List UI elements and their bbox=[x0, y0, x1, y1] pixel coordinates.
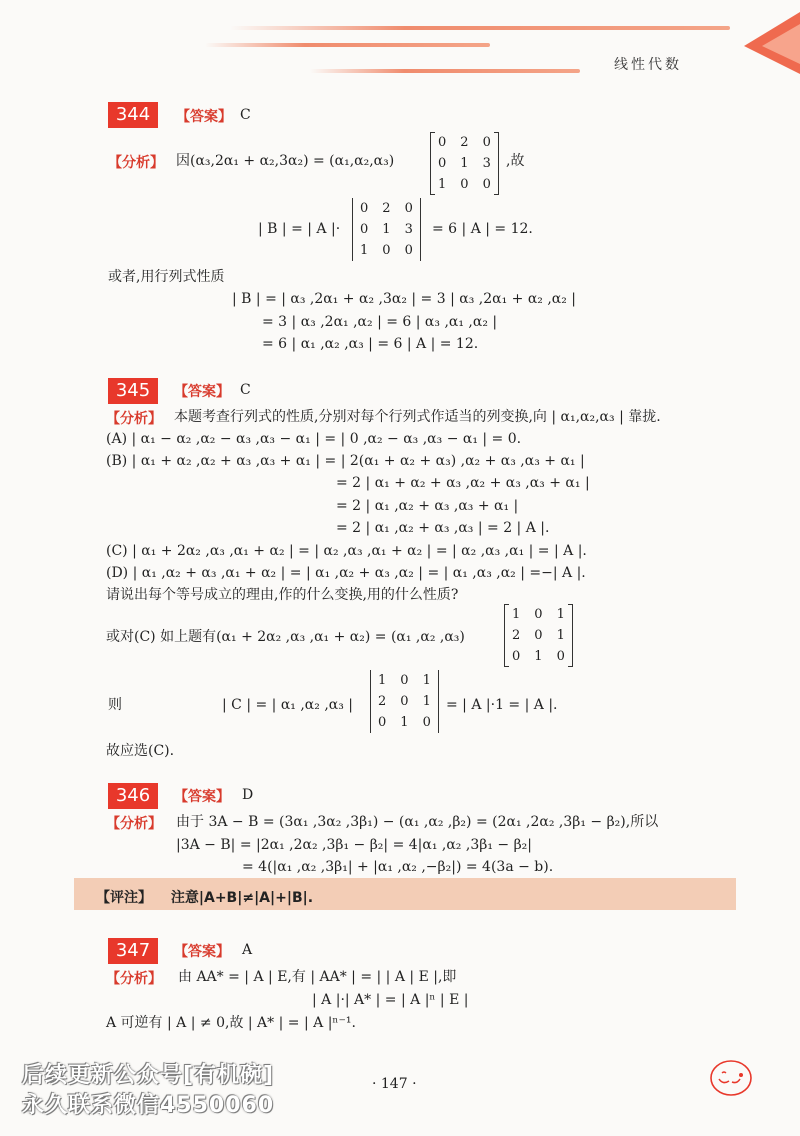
analysis-line: 因(α₃,2α₁ + α₂,3α₂) = (α₁,α₂,α₃) bbox=[176, 153, 395, 169]
conclusion: 故应选(C). bbox=[106, 743, 175, 759]
matrix-cell: 0 bbox=[556, 649, 565, 664]
watermark-line-1: 后续更新公众号[有机碗] bbox=[22, 1063, 275, 1088]
matrix-cell: 1 bbox=[556, 607, 565, 622]
then-left: | C | = | α₁ ,α₂ ,α₃ | bbox=[222, 697, 354, 713]
answer-tag: 【答案】 bbox=[174, 384, 230, 400]
matrix-cell: 1 bbox=[422, 694, 431, 709]
book-title: 线性代数 bbox=[614, 57, 682, 73]
matrix-cell: 0 bbox=[404, 243, 413, 258]
analysis-tag: 【分析】 bbox=[106, 816, 162, 832]
page-number: · 147 · bbox=[372, 1076, 417, 1092]
analysis-line-2: |3A − B| = |2α₁ ,2α₂ ,3β₁ − β₂| = 4|α₁ ,α₂ ,3β₁ − β₂| bbox=[176, 837, 532, 853]
determinant bbox=[352, 198, 421, 261]
matrix-cell: 1 bbox=[534, 649, 543, 664]
option-a-line: (A) | α₁ − α₂ ,α₂ − α₃ ,α₃ − α₁ | = | 0 ,α₂ − α₃ ,α₃ − α₁ | = 0. bbox=[106, 431, 522, 447]
question-number-346: 346 bbox=[108, 783, 158, 809]
analysis-line-1: 由 AA* = | A | E,有 | AA* | = | | A | E |,即 bbox=[178, 969, 457, 985]
answer-value: A bbox=[242, 942, 253, 958]
answer-value: C bbox=[240, 382, 251, 398]
option-d-line: (D) | α₁ ,α₂ + α₃ ,α₁ + α₂ | = | α₁ ,α₂ + α₃ ,α₂ | = | α₁ ,α₃ ,α₂ | =−| A |. bbox=[106, 565, 586, 581]
smiley-logo-icon bbox=[708, 1058, 754, 1098]
header-decor-line-2 bbox=[205, 43, 490, 47]
matrix-cell: 2 bbox=[382, 201, 391, 216]
matrix-cell: 1 bbox=[422, 673, 431, 688]
matrix-cell: 2 bbox=[460, 135, 469, 150]
matrix-cell: 0 bbox=[438, 135, 447, 150]
alt-c-left: 或对(C) 如上题有(α₁ + 2α₂ ,α₃ ,α₁ + α₂) = (α₁ ,α₂ ,α₃) bbox=[106, 629, 465, 645]
matrix-cell: 2 bbox=[378, 694, 387, 709]
matrix-cell: 3 bbox=[482, 156, 491, 171]
option-b-line-3: = 2 | α₁ ,α₂ + α₃ ,α₃ + α₁ | bbox=[336, 498, 519, 514]
answer-value: D bbox=[242, 787, 254, 803]
then-determinant bbox=[370, 670, 439, 733]
matrix-cell: 1 bbox=[438, 177, 447, 192]
matrix-cell: 1 bbox=[460, 156, 469, 171]
matrix-cell: 0 bbox=[378, 715, 387, 730]
matrix-cell: 0 bbox=[360, 222, 369, 237]
det-equation-right: = 6 | A | = 12. bbox=[432, 221, 533, 237]
analysis-line-3: A 可逆有 | A | ≠ 0,故 | A* | = | A |ⁿ⁻¹. bbox=[106, 1015, 356, 1031]
matrix-cell: 0 bbox=[382, 243, 391, 258]
matrix-cell: 0 bbox=[422, 715, 431, 730]
question-number-347: 347 bbox=[108, 938, 158, 964]
note-tag: 【评注】 bbox=[96, 890, 152, 906]
matrix-cell: 1 bbox=[360, 243, 369, 258]
alt-line-3: = 6 | α₁ ,α₂ ,α₃ | = 6 | A | = 12. bbox=[262, 336, 479, 352]
matrix-cell: 1 bbox=[556, 628, 565, 643]
det-equation-left: | B | = | A |· bbox=[258, 221, 341, 237]
answer-tag: 【答案】 bbox=[174, 789, 230, 805]
analysis-tag: 【分析】 bbox=[106, 411, 162, 427]
matrix-cell: 0 bbox=[360, 201, 369, 216]
matrix-cell: 0 bbox=[512, 649, 521, 664]
option-c-line: (C) | α₁ + 2α₂ ,α₃ ,α₁ + α₂ | = | α₂ ,α₃ ,α₁ + α₂ | = | α₂ ,α₃ ,α₁ | = | A |. bbox=[106, 543, 587, 559]
matrix-cell: 0 bbox=[438, 156, 447, 171]
analysis-tag: 【分析】 bbox=[108, 155, 164, 171]
header-decor-line-3 bbox=[310, 69, 580, 73]
question-number-345: 345 bbox=[108, 378, 158, 404]
matrix-cell: 1 bbox=[400, 715, 409, 730]
analysis-line-2: | A |·| A* | = | A |ⁿ | E | bbox=[312, 992, 469, 1008]
matrix-cell: 1 bbox=[512, 607, 521, 622]
matrix-cell: 0 bbox=[400, 694, 409, 709]
alt-c-matrix bbox=[504, 604, 573, 667]
matrix-cell: 0 bbox=[482, 135, 491, 150]
matrix-cell: 0 bbox=[534, 628, 543, 643]
option-b-line-4: = 2 | α₁ ,α₂ + α₃ ,α₃ | = 2 | A |. bbox=[336, 520, 550, 536]
header-decor-line-1 bbox=[230, 26, 730, 30]
matrix-cell: 0 bbox=[404, 201, 413, 216]
matrix-cell: 1 bbox=[382, 222, 391, 237]
question-prompt: 请说出每个等号成立的理由,作的什么变换,用的什么性质? bbox=[106, 587, 459, 603]
matrix-cell: 0 bbox=[482, 177, 491, 192]
matrix-cell: 0 bbox=[400, 673, 409, 688]
alt-line-2: = 3 | α₃ ,2α₁ ,α₂ | = 6 | α₃ ,α₁ ,α₂ | bbox=[262, 314, 498, 330]
analysis-line-3: = 4(|α₁ ,α₂ ,3β₁| + |α₁ ,α₂ ,−β₂|) = 4(3a − b). bbox=[242, 859, 554, 875]
analysis-line-1: 由于 3A − B = (3α₁ ,3α₂ ,3β₁) − (α₁ ,α₂ ,β₂) = (2α₁ ,2α₂ ,3β₁ − β₂),所以 bbox=[176, 814, 659, 830]
coefficient-matrix bbox=[430, 132, 499, 195]
analysis-tag: 【分析】 bbox=[106, 971, 162, 987]
corner-triangle-icon bbox=[740, 12, 800, 74]
matrix-cell: 0 bbox=[460, 177, 469, 192]
analysis-line-suffix: ,故 bbox=[506, 153, 525, 169]
then-label: 则 bbox=[108, 697, 122, 713]
answer-tag: 【答案】 bbox=[176, 109, 232, 125]
alt-intro: 或者,用行列式性质 bbox=[108, 269, 225, 285]
watermark-line-2: 永久联系微信4550060 bbox=[22, 1093, 275, 1118]
note-line bbox=[96, 887, 313, 907]
note-content: 注意|A+B|≠|A|+|B|. bbox=[170, 890, 314, 906]
matrix-cell: 0 bbox=[534, 607, 543, 622]
question-number-344: 344 bbox=[108, 102, 158, 128]
matrix-cell: 3 bbox=[404, 222, 413, 237]
then-right: = | A |·1 = | A |. bbox=[446, 697, 558, 713]
alt-line-1: | B | = | α₃ ,2α₁ + α₂ ,3α₂ | = 3 | α₃ ,2α₁ + α₂ ,α₂ | bbox=[232, 291, 577, 307]
answer-value: C bbox=[240, 107, 251, 123]
option-b-line-2: = 2 | α₁ + α₂ + α₃ ,α₂ + α₃ ,α₃ + α₁ | bbox=[336, 475, 590, 491]
analysis-intro: 本题考查行列式的性质,分别对每个行列式作适当的列变换,向 | α₁,α₂,α₃ | 靠拢. bbox=[174, 409, 661, 425]
matrix-cell: 1 bbox=[378, 673, 387, 688]
option-b-line-1: (B) | α₁ + α₂ ,α₂ + α₃ ,α₃ + α₁ | = | 2(α₁ + α₂ + α₃) ,α₂ + α₃ ,α₃ + α₁ | bbox=[106, 453, 585, 469]
matrix-cell: 2 bbox=[512, 628, 521, 643]
answer-tag: 【答案】 bbox=[174, 944, 230, 960]
